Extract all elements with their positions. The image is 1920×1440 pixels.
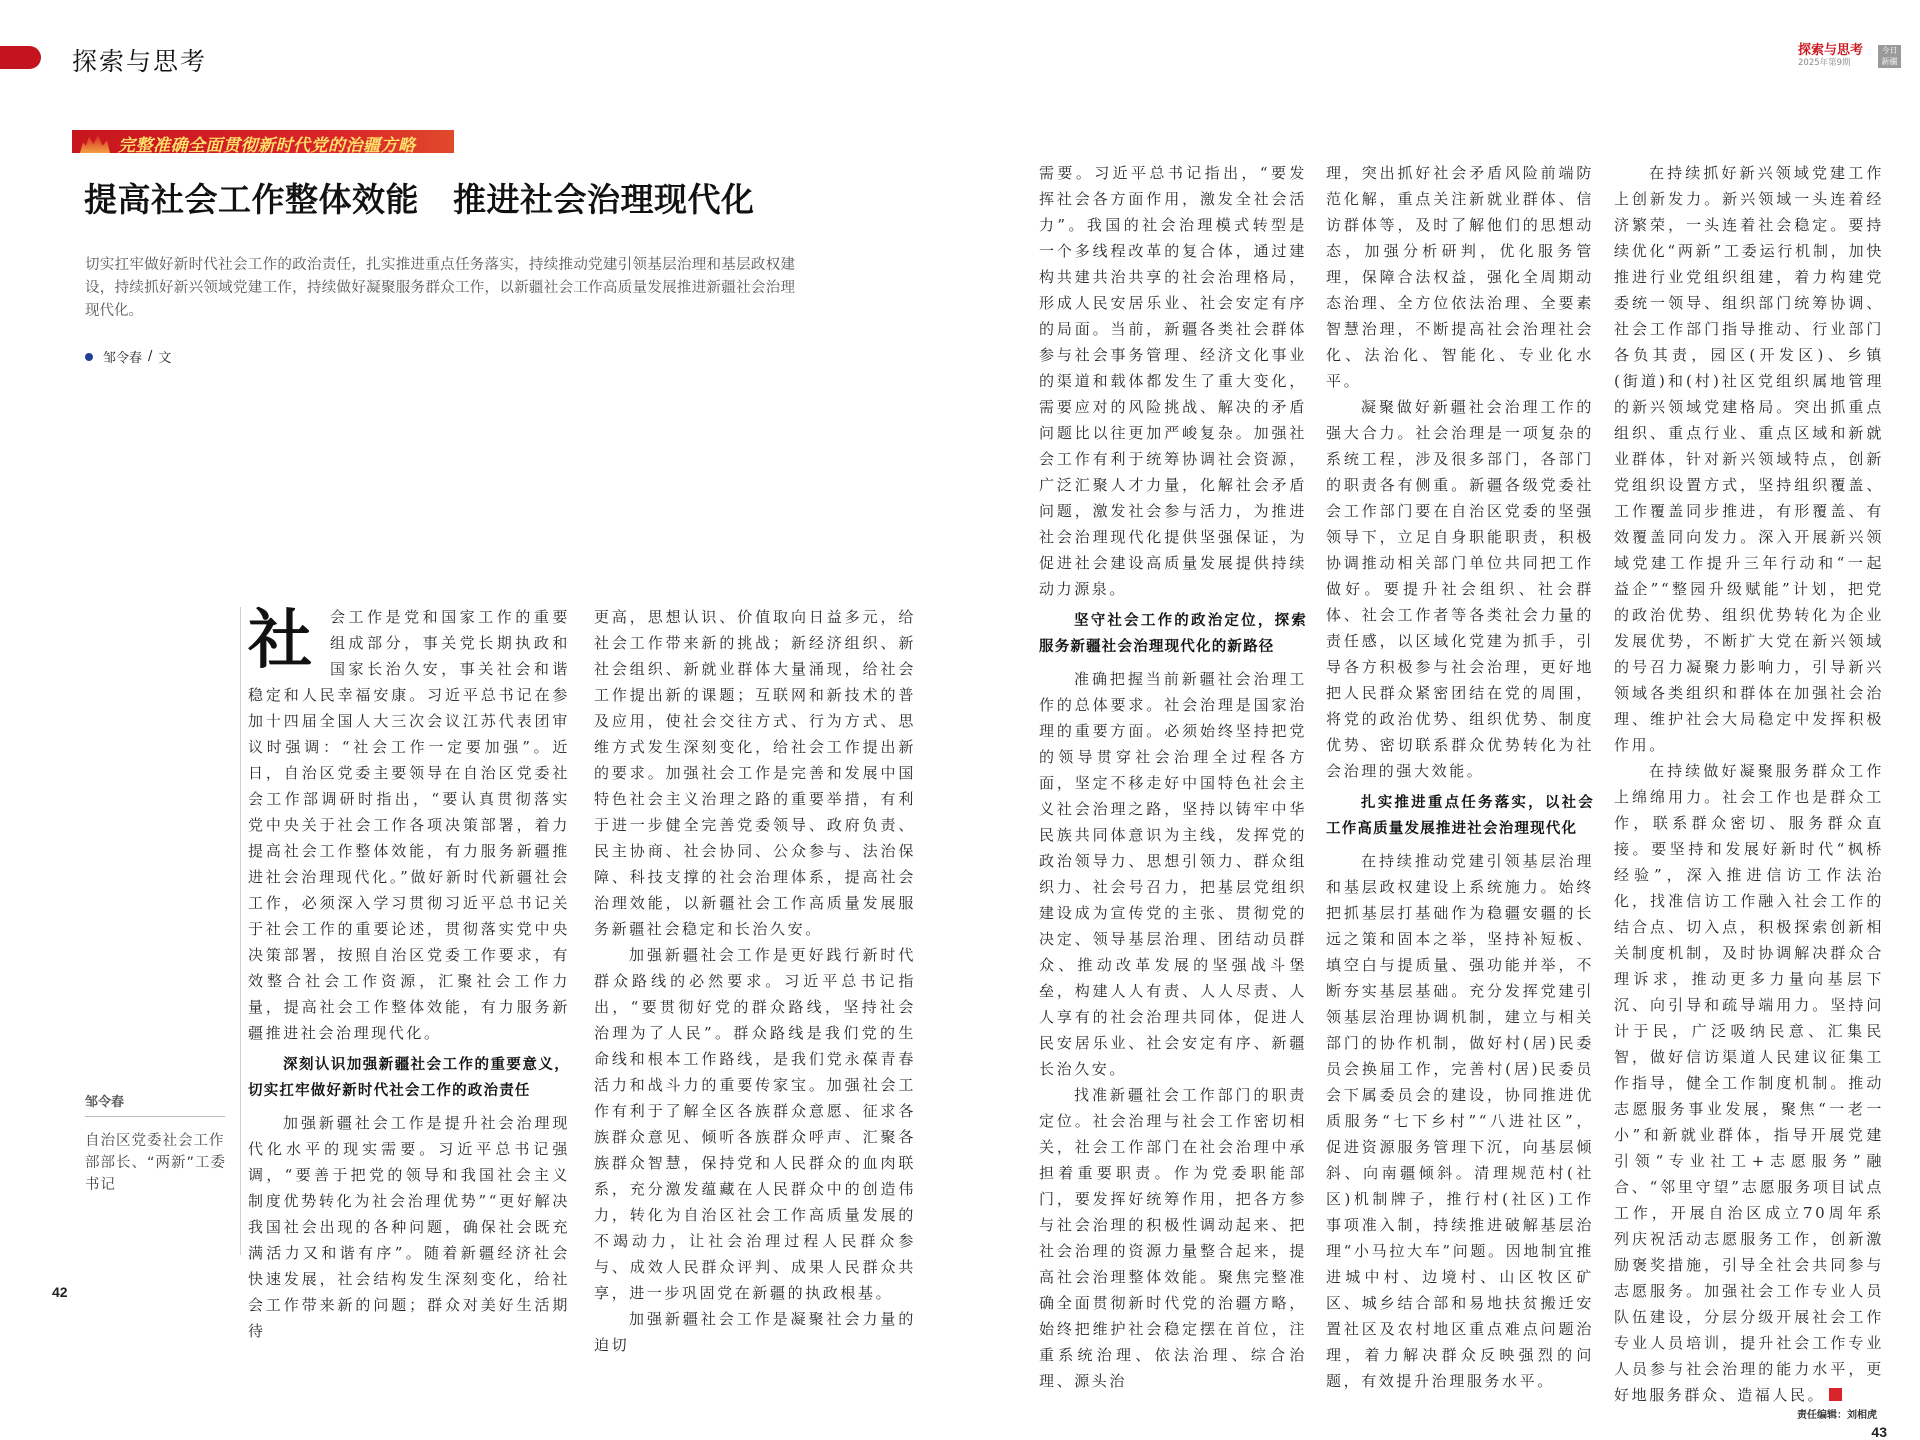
body-column-5 [1614,160,1884,1408]
body-paragraph [1614,758,1884,1408]
page-number-right: 43 [1871,1424,1887,1440]
article-lede: 切实扛牢做好新时代社会工作的政治责任，扎实推进重点任务落实，持续推动党建引领基层治理和基层政权建设，持续抓好新兴领域党建工作，持续做好凝聚服务群众工作，以新疆社会工作高质量发展推进新疆社会治理现代化。 [85,257,795,319]
column-banner [72,130,454,156]
paragraph-text: 找准新疆社会工作部门的职责定位。社会治理与社会工作密切相关，社会工作部门在社会治理中承担着重要职责。作为党委职能部门，要发挥好统筹作用，把各方参与社会治理的积极性调动起来、把社会治理的资源力量整合起来，提高社会治理整体效能。聚焦完整准确全面贯彻新时代党的治疆方略，始终把维护社会稳定摆在首位，注重系统治理、依法治理、综合治理、源头治 [1039,1086,1307,1390]
byline-sep: / [148,349,153,364]
paragraph-text: 加强新疆社会工作是提升社会治理现代化水平的现实需要。习近平总书记强调，“要善于把党的领导和我国社会主义制度优势转化为社会治理优势”“更好解决我国社会出现的各种问题，确保社会既充满活力又和谐有序”。随着新疆经济社会快速发展，社会结构发生深刻变化，给社会工作带来新的问题；群众对美好生活期待 [248,1114,570,1340]
body-paragraph [1326,160,1594,394]
page-number-left: 42 [52,1284,68,1300]
section-tab-marker [0,46,41,69]
body-column-3 [1039,160,1307,1394]
author-box-divider [85,1116,225,1117]
body-column-4 [1326,160,1594,1394]
byline-suffix: 文 [158,351,172,366]
paragraph-text: 会工作是党和国家工作的重要组成部分，事关党长期执政和国家长治久安，事关社会和谐稳定和人民幸福安康。习近平总书记在参加十四届全国人大三次会议江苏代表团审议时强调：“社会工作一定要加强”。近日，自治区党委主要领导在自治区党委社会工作部调研时指出，“要认真贯彻落实党中央关于社会工作各项决策部署，着力提高社会工作整体效能，有力服务新疆推进社会治理现代化。”做好新时代新疆社会工作，必须深入学习贯彻习近平总书记关于社会工作的重要论述，贯彻落实党中央决策部署，按照自治区党委工作要求，有效整合社会工作资源，汇聚社会工作力量，提高社会工作整体效能，有力服务新疆推进社会治理现代化。 [248,608,570,1042]
paragraph-text: 需要。习近平总书记指出，“要发挥社会各方面作用，激发全社会活力”。我国的社会治理模式转型是一个多线程改革的复合体，通过建构共建共治共享的社会治理格局，形成人民安居乐业、社会安定有序的局面。当前，新疆各类社会群体参与社会事务管理、经济文化事业的渠道和载体都发生了重大变化，需要应对的风险挑战、解决的矛盾问题比以往更加严峻复杂。加强社会工作有利于统筹协调社会资源，广泛汇聚人才力量，化解社会矛盾问题，激发社会参与活力，为推进社会治理现代化提供坚强保证，为促进社会建设高质量发展提供持续动力源泉。 [1039,164,1307,598]
section-title-right: 探索与思考 [1798,43,1864,58]
paragraph-text: 在持续做好凝聚服务群众工作上绵绵用力。社会工作也是群众工作，联系群众密切、服务群众直接。要坚持和发展好新时代“枫桥经验”，深入推进信访工作法治化，找准信访工作融入社会工作的结合点、切入点，积极探索创新相关制度机制，及时协调解决群众合理诉求，推动更多力量向基层下沉、向引导和疏导端用力。坚持问计于民，广泛吸纳民意、汇集民智，做好信访渠道人民建议征集工作指导，健全工作制度机制。推动志愿服务事业发展，聚焦“一老一小”和新就业群体，指导开展党建引领“专业社工+志愿服务”融合、“邻里守望”志愿服务项目试点工作，开展自治区成立70周年系列庆祝活动志愿服务工作，创新激励褒奖措施，引导全社会共同参与志愿服务。加强社会工作专业人员队伍建设，分层分级开展社会工作专业人员培训，提升社会工作专业人员参与社会治理的能力水平，更好地服务群众、造福人民。 [1614,762,1884,1404]
paragraph-text: 加强新疆社会工作是凝聚社会力量的迫切 [594,1310,916,1354]
body-paragraph [1326,848,1594,1394]
paragraph-text: 凝聚做好新疆社会治理工作的强大合力。社会治理是一项复杂的系统工程，涉及很多部门，各部门的职责各有侧重。新疆各级党委社会工作部门要在自治区党委的坚强领导下，立足自身职能职责，积极协调推动相关部门单位共同把工作做好。要提升社会组织、社会群体、社会工作者等各类社会力量的责任感，以区域化党建为抓手，引导各方积极参与社会治理，更好地把人民群众紧密团结在党的周围，将党的政治优势、组织优势、制度优势、密切联系群众优势转化为社会治理的强大效能。 [1326,398,1594,780]
drop-cap: 社 [248,603,312,678]
article-title [84,174,755,221]
skyline-decoration-icon [80,135,110,153]
section-heading: 扎实推进重点任务落实，以社会工作高质量发展推进社会治理现代化 [1326,795,1594,837]
editor-credit: 责任编辑：刘相虎 [1797,1410,1877,1421]
paragraph-text: 在持续推动党建引领基层治理和基层政权建设上系统施力。始终把抓基层打基础作为稳疆安疆的长远之策和固本之举，坚持补短板、填空白与提质量、强功能并举，不断夯实基层基础。充分发挥党建引领基层治理协调机制，建立与相关部门的协作机制，做好村(居)民委员会换届工作，完善村(居)民委员会下属委员会的建设，协同推进优质服务“七下乡村”“八进社区”，促进资源服务管理下沉，向基层倾斜、向南疆倾斜。清理规范村(社区)机制牌子，推行村(社区)工作事项准入制，持续推进破解基层治理“小马拉大车”问题。因地制宜推进城中村、边境村、山区牧区矿区、城乡结合部和易地扶贫搬迁安置社区及农村地区重点难点问题治理，着力解决群众反映强烈的问题，有效提升治理服务水平。 [1326,852,1594,1390]
title-part-1: 提高社会工作整体效能 [84,180,419,219]
byline-author: 邹令春 [103,351,143,366]
section-heading: 坚守社会工作的政治定位，探索服务新疆社会治理现代化的新路径 [1039,613,1307,655]
magazine-logo: 今日新疆 [1878,45,1901,68]
paragraph-text: 准确把握当前新疆社会治理工作的总体要求。社会治理是国家治理的重要方面。必须始终坚持把党的领导贯穿社会治理全过程各方面，坚定不移走好中国特色社会主义社会治理之路，坚持以铸牢中华民族共同体意识为主线，发挥党的政治领导力、思想引领力、群众组织力、社会号召力，把基层党组织建设成为宣传党的主张、贯彻党的决定、领导基层治理、团结动员群众、推动改革发展的坚强战斗堡垒，构建人人有责、人人尽责、人人享有的社会治理共同体，促进人民安居乐业、社会安定有序、新疆长治久安。 [1039,670,1307,1078]
author-box-name: 邹令春 [85,1095,125,1110]
body-paragraph [1039,1082,1307,1394]
paragraph-text: 更高，思想认识、价值取向日益多元，给社会工作带来新的挑战；新经济组织、新社会组织、新就业群体大量涌现，给社会工作提出新的课题；互联网和新技术的普及应用，使社会交往方式、行为方式、思维方式发生深刻变化，给社会工作提出新的要求。加强社会工作是完善和发展中国特色社会主义治理之路的重要举措，有利于进一步健全完善党委领导、政府负责、民主协商、社会协同、公众参与、法治保障、科技支撑的社会治理体系，提高社会治理效能，以新疆社会工作高质量发展服务新疆社会稳定和长治久安。 [594,608,916,938]
body-paragraph [1039,666,1307,1082]
body-paragraph [248,604,570,1046]
paragraph-text: 在持续抓好新兴领域党建工作上创新发力。新兴领域一头连着经济繁荣，一头连着社会稳定。要持续优化“两新”工委运行机制，加快推进行业党组织组建，着力构建党委统一领导、组织部门统筹协调、社会工作部门指导推动、行业部门各负其责，园区(开发区)、乡镇(街道)和(村)社区党组织属地管理的新兴领域党建格局。突出抓重点组织、重点行业、重点区域和新就业群体，针对新兴领域特点，创新党组织设置方式，坚持组织覆盖、工作覆盖同步推进，有形覆盖、有效覆盖同向发力。深入开展新兴领域党建工作提升三年行动和“一起益企”“整园升级赋能”计划，把党的政治优势、组织优势转化为企业发展优势，不断扩大党在新兴领域的号召力凝聚力影响力，引导新兴领域各类组织和群体在加强社会治理、维护社会大局稳定中发挥积极作用。 [1614,164,1884,754]
body-column-1 [248,604,570,1344]
column-divider [240,607,241,1255]
banner-text: 完整准确全面贯彻新时代党的治疆方略 [118,136,416,156]
bullet-dot-icon [85,353,93,361]
body-paragraph [248,1110,570,1344]
section-heading: 深刻认识加强新疆社会工作的重要意义，切实扛牢做好新时代社会工作的政治责任 [248,1057,570,1099]
magazine-header-right [1798,43,1863,69]
title-part-2: 推进社会治理现代化 [453,180,755,219]
end-mark-icon [1829,1388,1842,1401]
body-paragraph [1614,160,1884,758]
body-paragraph [594,942,916,1306]
byline [85,347,171,366]
section-title-left: 探索与思考 [72,47,208,76]
issue-label: 2025年第9期 [1798,58,1851,68]
body-column-2 [594,604,916,1358]
paragraph-text: 加强新疆社会工作是更好践行新时代群众路线的必然要求。习近平总书记指出，“要贯彻好党的群众路线，坚持社会治理为了人民”。群众路线是我们党的生命线和根本工作路线，是我们党永葆青春活力和战斗力的重要传家宝。加强社会工作有利于了解全区各族群众意愿、征求各族群众意见、倾听各族群众呼声、汇聚各族群众智慧，保持党和人民群众的血肉联系，充分激发蕴藏在人民群众中的创造伟力，转化为自治区社会工作高质量发展的不竭动力，让社会治理过程人民群众参与、成效人民群众评判、成果人民群众共享，进一步巩固党在新疆的执政根基。 [594,946,916,1302]
body-paragraph [1326,394,1594,784]
body-paragraph [1039,160,1307,602]
paragraph-text: 理，突出抓好社会矛盾风险前端防范化解，重点关注新就业群体、信访群体等，及时了解他们的思想动态，加强分析研判，优化服务管理，保障合法权益，强化全周期动态治理、全方位依法治理、全要素智慧治理，不断提高社会治理社会化、法治化、智能化、专业化水平。 [1326,164,1594,390]
author-box-bio: 自治区党委社会工作部部长、“两新”工委书记 [85,1133,227,1193]
body-paragraph [594,1306,916,1358]
body-paragraph [594,604,916,942]
